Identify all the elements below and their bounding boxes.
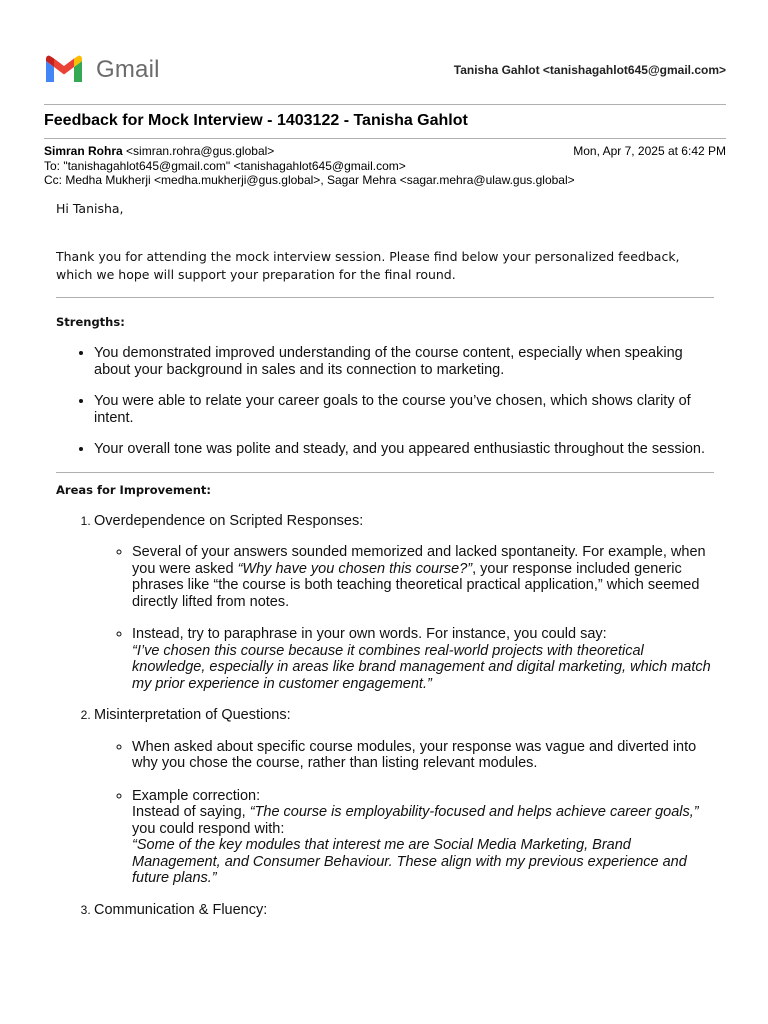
email-subject: Feedback for Mock Interview - 1403122 - Tanisha Gahlot <box>44 112 468 129</box>
improvement-list <box>56 513 714 919</box>
list-item: • You demonstrated improved understanding of the course content, especially when speaking about your background in sales and its connection to marketing. <box>94 345 714 378</box>
sub-list <box>94 544 714 692</box>
gmail-logo <box>44 55 160 85</box>
header-divider <box>44 104 726 105</box>
list-item <box>94 902 714 919</box>
quote: “Some of the key modules that interest me are Social Media Marketing, Brand Management, and Consumer Behaviour. These align with my previous experience and future plans.” <box>132 837 687 886</box>
subject-divider <box>44 138 726 139</box>
intro-paragraph: Thank you for attending the mock interview session. Please find below your personalized feedback, which we hope will support your preparation for the final round. <box>56 249 680 282</box>
quote: “I’ve chosen this course because it combines real-world projects with theoretical knowledge, especially in areas like brand management and digital marketing, which match my prior experience in customer engagement.” <box>132 642 711 692</box>
to-row: To: "tanishagahlot645@gmail.com" <tanishagahlot645@gmail.com> <box>44 158 406 173</box>
list-item: ◦ Several of your answers sounded memorized and lacked spontaneity. For example, when you were asked “Why have you chosen this course?”, your response included generic phrases like “the course is both teaching theoretical practical application,” which seemed directly lifted from notes. <box>132 544 714 610</box>
list-item <box>94 707 714 887</box>
email-body <box>56 200 714 933</box>
strengths-list <box>56 345 714 458</box>
list-item <box>94 513 714 693</box>
section-divider <box>56 297 714 298</box>
cc-row: Cc: Medha Mukherji <medha.mukherji@gus.global>, Sagar Mehra <sagar.mehra@ulaw.gus.global> <box>44 173 575 187</box>
list-item: • Your overall tone was polite and steady, and you appeared enthusiastic throughout the session. <box>94 441 714 458</box>
area-title: Communication & Fluency: <box>94 901 268 918</box>
quote: “Why have you chosen this course?” <box>237 560 473 577</box>
area-title: Misinterpretation of Questions: <box>94 707 291 723</box>
list-item: ◦ When asked about specific course modules, your response was vague and diverted into why you chose the course, rather than listing relevant modules. <box>132 739 714 772</box>
section-divider <box>56 472 714 473</box>
email-meta <box>44 144 726 188</box>
quote: “The course is employability-focused and helps achieve career goals,” <box>249 804 699 820</box>
gmail-m-icon <box>44 55 84 85</box>
sub-list <box>94 739 714 887</box>
improvement-heading: Areas for Improvement: <box>56 482 211 497</box>
area-title: Overdependence on Scripted Responses: <box>94 512 364 529</box>
list-item: ◦ Example correction: Instead of saying, “The course is employability-focused and helps achieve career goals,” you could respond with: “Some of the key modules that interest me are Social Media Marketing, Brand Management, and Consumer Behaviour. These align with my previous experience and future plans.” <box>132 788 714 887</box>
email-date: Mon, Apr 7, 2025 at 6:42 PM <box>573 144 726 158</box>
greeting: Hi Tanisha, <box>56 201 124 216</box>
list-item: ◦ Instead, try to paraphrase in your own words. For instance, you could say: “I’ve chosen this course because it combines real-world projects with theoretical knowledge, especially in areas like brand management and digital marketing, which match my prior experience in customer engagement.” <box>132 626 714 692</box>
strengths-heading: Strengths: <box>56 315 125 329</box>
list-item: • You were able to relate your career goals to the course you’ve chosen, which shows clarity of intent. <box>94 393 714 426</box>
sender-email: <simran.rohra@gus.global> <box>126 144 275 158</box>
gmail-wordmark: Gmail <box>96 56 160 83</box>
account-label: Tanisha Gahlot <tanishagahlot645@gmail.com> <box>453 63 726 77</box>
sender-name: Simran Rohra <box>44 144 123 158</box>
